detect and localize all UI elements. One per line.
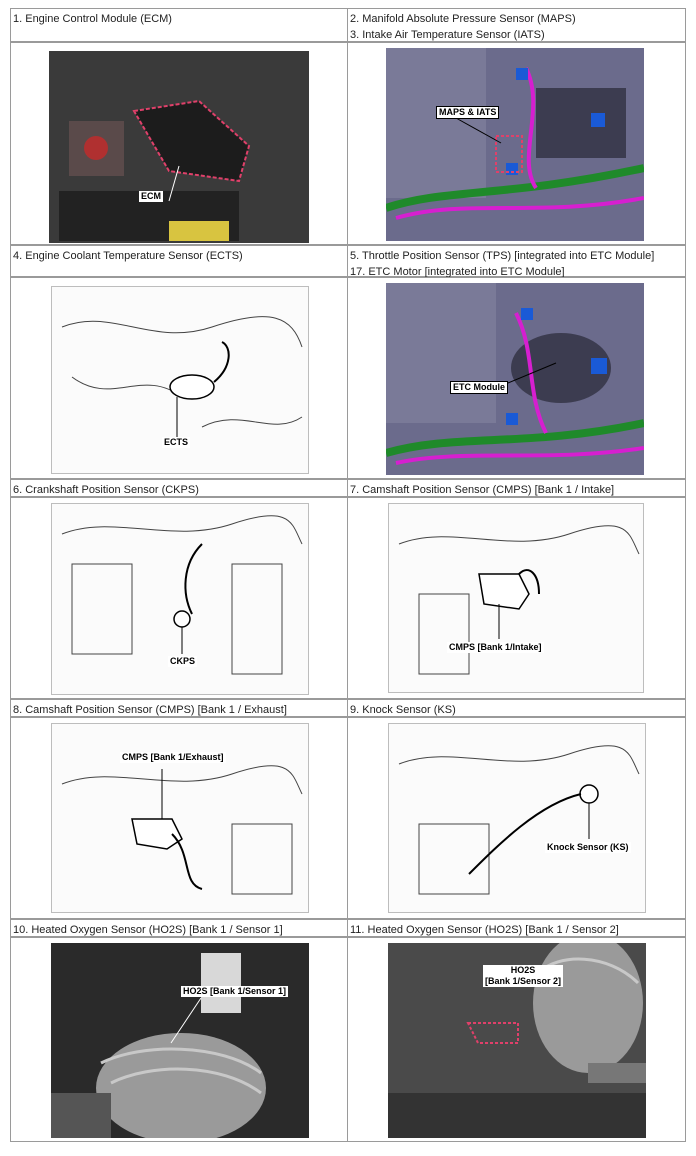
maps-iats-render [386, 48, 644, 241]
cell-header-ho2s-s1 [10, 919, 348, 937]
cmps-intake-illustration [389, 504, 645, 694]
etc-module-illustration [386, 283, 644, 475]
header-line: 6. Crankshaft Position Sensor (CKPS) [13, 484, 199, 496]
cell-image-ckps [10, 497, 348, 699]
cell-image-cmps-exhaust [10, 717, 348, 919]
cell-header-ckps [10, 479, 348, 497]
header-line: 1. Engine Control Module (ECM) [13, 13, 172, 25]
table-row [10, 919, 686, 937]
cell-image-ks [348, 717, 686, 919]
cell-header-tps-etc [348, 245, 686, 277]
callout-maps-iats: MAPS & IATS [436, 106, 499, 119]
ckps-illustration [52, 504, 310, 696]
callout-ho2s-s2 [483, 965, 563, 987]
table-row [10, 479, 686, 497]
header-line: 2. Manifold Absolute Pressure Sensor (MAPS) [350, 13, 576, 25]
header-line: 8. Camshaft Position Sensor (CMPS) [Bank 1 / Exhaust] [13, 704, 287, 716]
header-line: 7. Camshaft Position Sensor (CMPS) [Bank 1 / Intake] [350, 484, 615, 496]
table-row [10, 699, 686, 717]
cell-image-ho2s-s1 [10, 937, 348, 1142]
cell-image-ecm [10, 42, 348, 245]
ckps-drawing [51, 503, 309, 695]
cell-image-ects [10, 277, 348, 479]
cell-header-ecm [10, 8, 348, 42]
ecm-photo-illustration [49, 51, 309, 243]
sensor-location-table [10, 8, 686, 1142]
header-line: 10. Heated Oxygen Sensor (HO2S) [Bank 1 / Sensor 1] [13, 924, 283, 936]
ks-drawing [388, 723, 646, 913]
cell-image-tps-etc [348, 277, 686, 479]
header-line: 4. Engine Coolant Temperature Sensor (ECTS) [13, 250, 243, 262]
table-row [10, 277, 686, 479]
callout-ks: Knock Sensor (KS) [547, 842, 629, 852]
ects-drawing [51, 286, 309, 474]
etc-module-render [386, 283, 644, 475]
table-row [10, 937, 686, 1142]
callout-ckps: CKPS [170, 656, 196, 666]
ks-illustration [389, 724, 647, 914]
cell-image-ho2s-s2 [348, 937, 686, 1142]
ho2s-s2-photo [388, 943, 646, 1138]
cmps-exhaust-drawing [51, 723, 309, 913]
ecm-photo [49, 51, 309, 243]
cell-header-cmps-exhaust [10, 699, 348, 717]
cmps-intake-drawing [388, 503, 644, 693]
callout-etc-module: ETC Module [450, 381, 508, 394]
cell-header-cmps-intake [348, 479, 686, 497]
table-row [10, 42, 686, 245]
ho2s-s1-illustration [51, 943, 309, 1138]
cell-header-ks [348, 699, 686, 717]
table-row [10, 497, 686, 699]
table-row [10, 717, 686, 919]
cell-header-ects [10, 245, 348, 277]
cell-image-maps-iats [348, 42, 686, 245]
header-line: 9. Knock Sensor (KS) [350, 704, 456, 716]
callout-ecm: ECM [141, 191, 161, 201]
callout-cmps-intake: CMPS [Bank 1/Intake] [449, 642, 542, 652]
callout-ho2s-s1: HO2S [Bank 1/Sensor 1] [183, 986, 287, 996]
cell-header-ho2s-s2 [348, 919, 686, 937]
maps-iats-illustration [386, 48, 644, 241]
ho2s-s1-photo [51, 943, 309, 1138]
table-row [10, 245, 686, 277]
callout-line: [Bank 1/Sensor 2] [485, 976, 562, 986]
cell-header-maps-iats [348, 8, 686, 42]
callout-cmps-exhaust: CMPS [Bank 1/Exhaust] [122, 752, 224, 762]
header-line: 3. Intake Air Temperature Sensor (IATS) [350, 29, 545, 41]
table-row [10, 8, 686, 42]
header-line: 11. Heated Oxygen Sensor (HO2S) [Bank 1 / Sensor 2] [350, 924, 619, 936]
callout-line: HO2S [510, 965, 536, 975]
callout-ects: ECTS [164, 437, 189, 447]
cell-image-cmps-intake [348, 497, 686, 699]
header-line: 17. ETC Motor [integrated into ETC Module] [350, 266, 565, 278]
header-line: 5. Throttle Position Sensor (TPS) [integrated into ETC Module] [350, 250, 655, 262]
